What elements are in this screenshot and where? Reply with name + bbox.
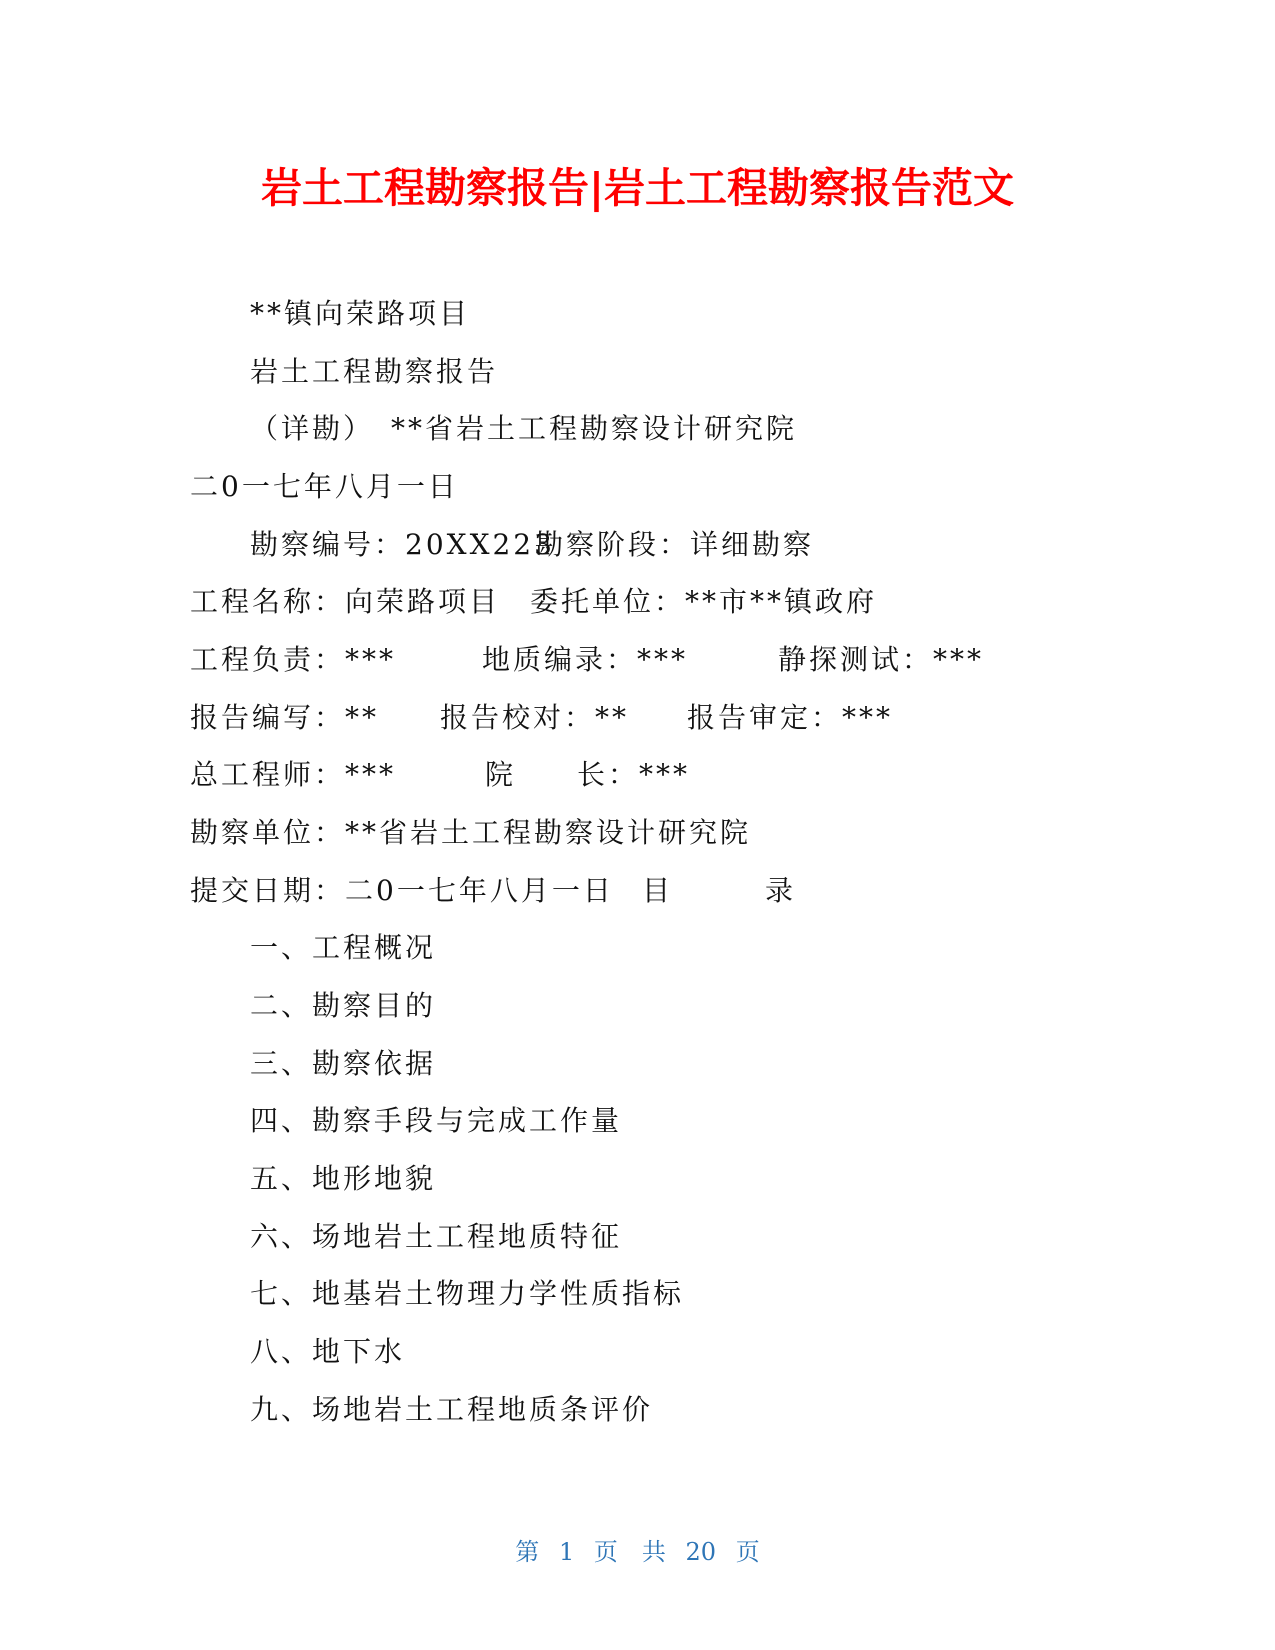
report-writing: 报告编写：** [190,701,380,734]
toc-item: 一、工程概况 [250,931,437,964]
project-name: 工程名称：向荣路项目 [190,585,501,618]
cover-submit-row [190,873,1090,909]
toc-item: 五、地形地貌 [250,1162,437,1195]
footer-page-number: 1 [558,1538,575,1566]
toc-item: 四、勘察手段与完成工作量 [250,1104,623,1137]
footer-suffix: 页 [735,1538,760,1566]
cover-project: **镇向荣路项目 [250,297,471,330]
geological-logging: 地质编录：*** [482,643,689,676]
toc-item: 三、勘察依据 [250,1047,437,1080]
footer-mid: 页 共 [593,1538,666,1566]
report-approval: 报告审定：*** [687,701,894,734]
cover-date: 二0一七年八月一日 [190,470,459,503]
dean-label-part-1: 院 [485,758,517,791]
cover-staff-row-3 [190,757,1090,793]
cover-staff-row-2 [190,700,1090,736]
static-probe-test: 静探测试：*** [778,643,985,676]
footer-prefix: 第 [515,1538,540,1566]
chief-engineer: 总工程师：*** [190,758,397,791]
toc-heading-part-2: 录 [765,874,797,907]
cover-survey-unit: 勘察单位：**省岩土工程勘察设计研究院 [190,816,752,849]
cover-stage-institute: （详勘） **省岩土工程勘察设计研究院 [250,412,798,445]
submit-date: 提交日期：二0一七年八月一日 [190,874,614,907]
survey-number: 勘察编号：20XX223 [250,528,555,561]
document-title: 岩土工程勘察报告|岩土工程勘察报告范文 [261,164,1014,212]
toc-item: 九、场地岩土工程地质条评价 [250,1393,654,1426]
dean-label-part-2: 长：*** [577,758,691,791]
page-footer [0,1537,1275,1567]
cover-survey-row [250,527,1050,563]
engineer-in-charge: 工程负责：*** [190,643,397,676]
footer-total-pages: 20 [685,1538,717,1566]
cover-staff-row-1 [190,642,1090,678]
client-unit: 委托单位：**市**镇政府 [530,585,878,618]
report-proofreading: 报告校对：** [440,701,630,734]
toc-heading-part-1: 目 [642,874,674,907]
toc-item: 七、地基岩土物理力学性质指标 [250,1277,685,1310]
survey-stage: 勘察阶段：详细勘察 [535,528,815,561]
toc-item: 二、勘察目的 [250,989,437,1022]
toc-item: 八、地下水 [250,1335,406,1368]
cover-project-row [190,584,1090,620]
cover-report-name: 岩土工程勘察报告 [250,355,499,388]
toc-item: 六、场地岩土工程地质特征 [250,1220,623,1253]
